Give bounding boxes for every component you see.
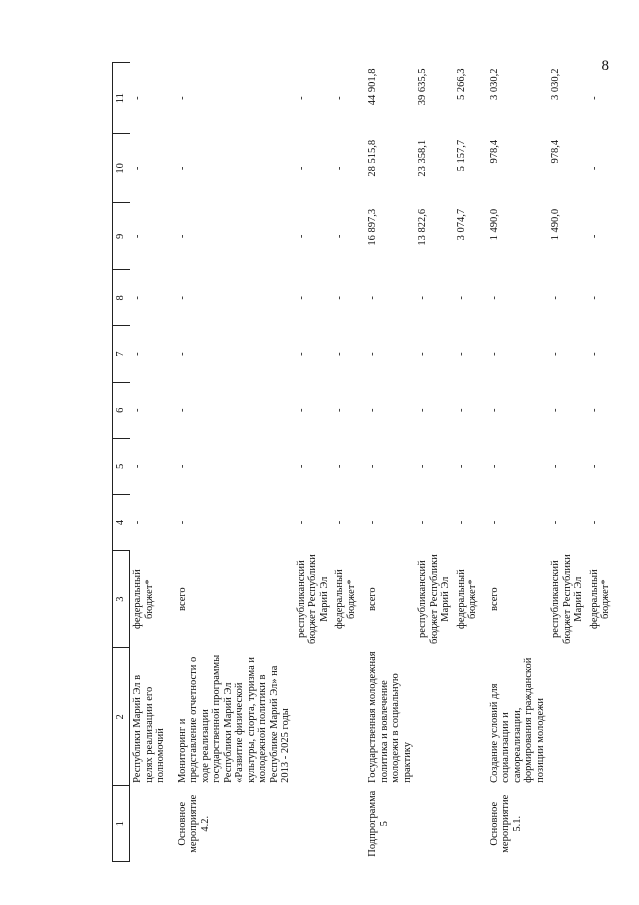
value-cell-col-10: - [176, 166, 188, 171]
value-cell-col-11: - [334, 96, 345, 100]
value-cell-col-10: 978,4 [488, 139, 500, 164]
value-cell-col-7: - [455, 352, 467, 356]
value-cell-col-5: - [588, 464, 600, 469]
column-header-4: 4 [113, 494, 130, 550]
value-cell-col-4: - [295, 520, 307, 525]
value-cell-col-9: - [131, 234, 143, 239]
table-row [487, 63, 549, 862]
value-cell-col-5: - [131, 464, 143, 469]
program-code-cell: Основное мероприятие 4.2. [176, 794, 211, 853]
value-cell-col-4: - [455, 520, 467, 525]
value-cell-col-9: - [334, 234, 345, 239]
value-cell-col-5: - [367, 464, 378, 469]
value-cell-col-10: 978,4 [550, 139, 561, 164]
value-cell-col-4: - [131, 520, 143, 525]
program-code-cell: Подпрограмма 5 [367, 790, 390, 857]
program-code-cell [294, 786, 333, 862]
table-row [548, 63, 587, 862]
value-cell-col-11: - [131, 96, 143, 100]
value-cell-col-8: - [367, 296, 378, 300]
value-cell-col-6: - [295, 408, 307, 412]
funding-source-cell: республиканский бюджет Республики Марий Эл [550, 554, 584, 644]
table-row [365, 63, 415, 862]
value-cell-col-8: - [417, 296, 428, 300]
program-name-cell: Республики Марий Эл в целях реализации его полномочий [132, 674, 166, 783]
program-name-cell [587, 648, 614, 786]
value-cell-col-8: - [455, 296, 467, 300]
table-row [454, 63, 481, 862]
value-cell-col-7: - [417, 352, 428, 356]
funding-source-cell: всего [488, 587, 500, 611]
program-code-cell: Основное мероприятие 5.1. [488, 794, 523, 853]
column-header-7: 7 [113, 326, 130, 382]
program-code-cell [415, 786, 454, 862]
value-cell-col-8: - [488, 296, 500, 300]
column-header-9: 9 [113, 203, 130, 270]
value-cell-col-10: 28 515,8 [367, 139, 378, 177]
funding-source-cell: всего [176, 587, 188, 611]
value-cell-col-5: - [334, 464, 345, 469]
value-cell-col-6: - [550, 408, 561, 412]
value-cell-col-9: 3 074,7 [455, 208, 467, 241]
value-cell-col-11: 3 030,2 [488, 68, 500, 100]
value-cell-col-6: - [367, 408, 378, 412]
program-name-cell: Мониторинг и представление отчетности о ходе реализации государственной программы Республики Марий Эл «Развитие физической культуры, спорта, туризма и молодежной политики в Республике Марий Эл» на 2013 - 2025 годы [176, 654, 291, 783]
value-cell-col-11: 5 266,3 [455, 68, 467, 100]
value-cell-col-8: - [588, 296, 600, 300]
program-name-cell [294, 648, 333, 786]
column-header-3: 3 [113, 551, 130, 648]
value-cell-col-8: - [334, 296, 345, 300]
funding-source-cell: федеральный бюджет* [132, 569, 155, 629]
value-cell-col-6: - [588, 408, 600, 412]
program-name-cell [415, 648, 454, 786]
value-cell-col-6: - [131, 408, 143, 412]
value-cell-col-7: - [367, 352, 378, 356]
table-row [130, 63, 169, 862]
funding-source-cell: всего [367, 587, 378, 611]
value-cell-col-10: - [334, 166, 345, 171]
table-row [587, 63, 614, 862]
table-row [332, 63, 359, 862]
value-cell-col-8: - [176, 296, 188, 300]
program-name-cell [548, 648, 587, 786]
value-cell-col-8: - [550, 296, 561, 300]
column-header-5: 5 [113, 438, 130, 494]
funding-source-cell: республиканский бюджет Республики Марий Эл [417, 554, 451, 644]
value-cell-col-5: - [176, 464, 188, 469]
program-name-cell: Государственная молодежная политика и вовлечение молодежи в социальную практику [367, 651, 413, 783]
value-cell-col-11: 3 030,2 [550, 68, 561, 100]
program-code-cell [130, 786, 169, 862]
value-cell-col-11: - [295, 96, 307, 100]
value-cell-col-6: - [417, 408, 428, 412]
value-cell-col-4: - [550, 520, 561, 525]
value-cell-col-5: - [455, 464, 467, 469]
table-row [175, 63, 294, 862]
value-cell-col-7: - [588, 352, 600, 356]
value-cell-col-9: - [295, 234, 307, 239]
value-cell-col-7: - [295, 352, 307, 356]
value-cell-col-4: - [367, 520, 378, 525]
column-header-2: 2 [113, 648, 130, 786]
column-header-1: 1 [113, 786, 130, 862]
table-row [294, 63, 333, 862]
program-name-cell: Создание условий для социализации и самореализации, формирования гражданской позиции молодежи [488, 657, 546, 783]
value-cell-col-7: - [334, 352, 345, 356]
value-cell-col-5: - [417, 464, 428, 469]
value-cell-col-9: - [176, 234, 188, 239]
funding-source-cell: федеральный бюджет* [588, 569, 611, 629]
value-cell-col-10: - [295, 166, 307, 171]
value-cell-col-6: - [176, 408, 188, 412]
program-code-cell [587, 786, 614, 862]
value-cell-col-7: - [131, 352, 143, 356]
value-cell-col-4: - [176, 520, 188, 525]
value-cell-col-6: - [455, 408, 467, 412]
budget-table [112, 62, 614, 862]
value-cell-col-4: - [588, 520, 600, 525]
program-name-cell [454, 648, 481, 786]
column-header-8: 8 [113, 270, 130, 326]
value-cell-col-6: - [488, 408, 500, 412]
value-cell-col-9: 1 490,0 [550, 208, 561, 241]
value-cell-col-7: - [176, 352, 188, 356]
value-cell-col-5: - [295, 464, 307, 469]
value-cell-col-11: - [588, 96, 600, 100]
column-header-10: 10 [113, 134, 130, 203]
value-cell-col-8: - [131, 296, 143, 300]
funding-source-cell: республиканский бюджет Республики Марий Эл [295, 554, 330, 644]
budget-table-sheet [112, 62, 639, 862]
value-cell-col-9: - [588, 234, 600, 239]
value-cell-col-4: - [488, 520, 500, 525]
value-cell-col-8: - [295, 296, 307, 300]
value-cell-col-11: 39 635,5 [417, 68, 428, 106]
value-cell-col-11: 44 901,8 [367, 68, 378, 106]
program-code-cell [454, 786, 481, 862]
program-code-cell [548, 786, 587, 862]
value-cell-col-4: - [334, 520, 345, 525]
value-cell-col-7: - [550, 352, 561, 356]
column-header-11: 11 [113, 63, 130, 134]
page-number: 8 [601, 58, 609, 74]
value-cell-col-5: - [550, 464, 561, 469]
program-name-cell [332, 648, 359, 786]
funding-source-cell: федеральный бюджет* [455, 569, 478, 629]
column-header-6: 6 [113, 382, 130, 438]
value-cell-col-10: - [131, 166, 143, 171]
header-row [113, 63, 130, 862]
value-cell-col-11: - [176, 96, 188, 100]
value-cell-col-9: 13 822,6 [417, 208, 428, 246]
value-cell-col-6: - [334, 408, 345, 412]
value-cell-col-10: - [588, 166, 600, 171]
value-cell-col-4: - [417, 520, 428, 525]
table-row [415, 63, 454, 862]
table-body [130, 63, 614, 862]
value-cell-col-10: 23 358,1 [417, 139, 428, 177]
value-cell-col-9: 16 897,3 [367, 208, 378, 246]
value-cell-col-5: - [488, 464, 500, 469]
value-cell-col-10: 5 157,7 [455, 139, 467, 172]
value-cell-col-7: - [488, 352, 500, 356]
program-code-cell [332, 786, 359, 862]
funding-source-cell: федеральный бюджет* [334, 569, 357, 629]
value-cell-col-9: 1 490,0 [488, 208, 500, 241]
